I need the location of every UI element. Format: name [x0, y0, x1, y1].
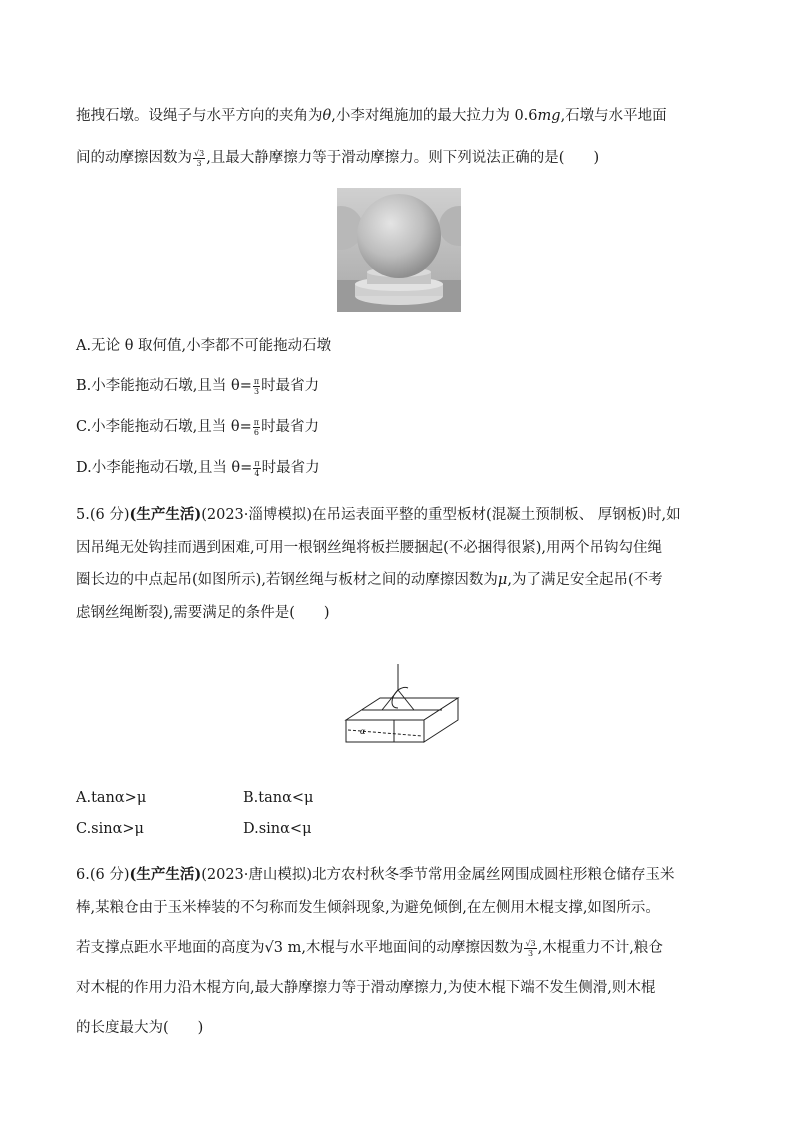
q4-stem-line-1: 拖拽石墩。设绳子与水平方向的夹角为θ,小李对绳施加的最大拉力为 0.6mg,石墩与水平地面 — [76, 108, 667, 124]
q4-option-c[interactable]: C.小李能拖动石墩,且当 θ= $\frac{\pi}{6}$ 时最省力 — [76, 417, 320, 437]
q4-option-d[interactable]: D.小李能拖动石墩,且当 θ= $\frac{\pi}{4}$ 时最省力 — [76, 458, 320, 478]
q5-option-c[interactable]: C.sinα>μ — [76, 821, 144, 837]
q4-option-b[interactable]: B.小李能拖动石墩,且当 θ= $\frac{\pi}{3}$ 时最省力 — [76, 376, 320, 396]
q6-stem-line-4: 对木棍的作用力沿木棍方向,最大静摩擦力等于滑动摩擦力,为使木棍下端不发生侧滑,则木棍 — [76, 980, 656, 996]
q4-stem-line-2: 间的动摩擦因数为 $\frac{√3}{3}$ ,且最大静摩擦力等于滑动摩擦力。则下列说法正确的是( ) — [76, 148, 600, 168]
q6-stem-line-3: 若支撑点距水平地面的高度为√3 m,木棍与水平地面间的动摩擦因数为 $\frac{√3}{3}$ ,木棍重力不计,粮仓 — [76, 938, 663, 958]
q4-option-a[interactable]: A.无论 θ 取何值,小李都不可能拖动石墩 — [76, 338, 332, 354]
q5-option-b[interactable]: B.tanα<μ — [243, 790, 314, 806]
stone-ball-photo — [337, 188, 461, 312]
q6-stem-line-2: 棒,某粮仓由于玉米棒装的不匀称而发生倾斜现象,为避免倾倒,在左侧用木棍支撑,如图所示。 — [76, 900, 660, 916]
q5-stem-line-3: 圈长边的中点起吊(如图所示),若钢丝绳与板材之间的动摩擦因数为μ,为了满足安全起吊(不考 — [76, 572, 663, 588]
board-lifting-diagram — [342, 660, 462, 760]
q5-option-a[interactable]: A.tanα>μ — [76, 790, 147, 806]
alpha-label: α — [360, 727, 366, 736]
q5-stem-line-1: 5.(6 分)(生产生活)(2023·淄博模拟)在吊运表面平整的重型板材(混凝土预制板、 厚钢板)时,如 — [76, 506, 681, 523]
q5-option-d[interactable]: D.sinα<μ — [243, 821, 312, 837]
q5-stem-line-2: 因吊绳无处钩挂而遇到困难,可用一根钢丝绳将板拦腰捆起(不必捆得很紧),用两个吊钩勾住绳 — [76, 540, 663, 556]
fraction: $\frac{√3}{3}$ — [194, 148, 205, 168]
q6-stem-line-1: 6.(6 分)(生产生活)(2023·唐山模拟)北方农村秋冬季节常用金属丝网围成圆柱形粮仓储存玉米 — [76, 866, 675, 883]
q6-stem-line-5: 的长度最大为( ) — [76, 1020, 204, 1036]
q5-stem-line-4: 虑钢丝绳断裂),需要满足的条件是( ) — [76, 605, 330, 621]
